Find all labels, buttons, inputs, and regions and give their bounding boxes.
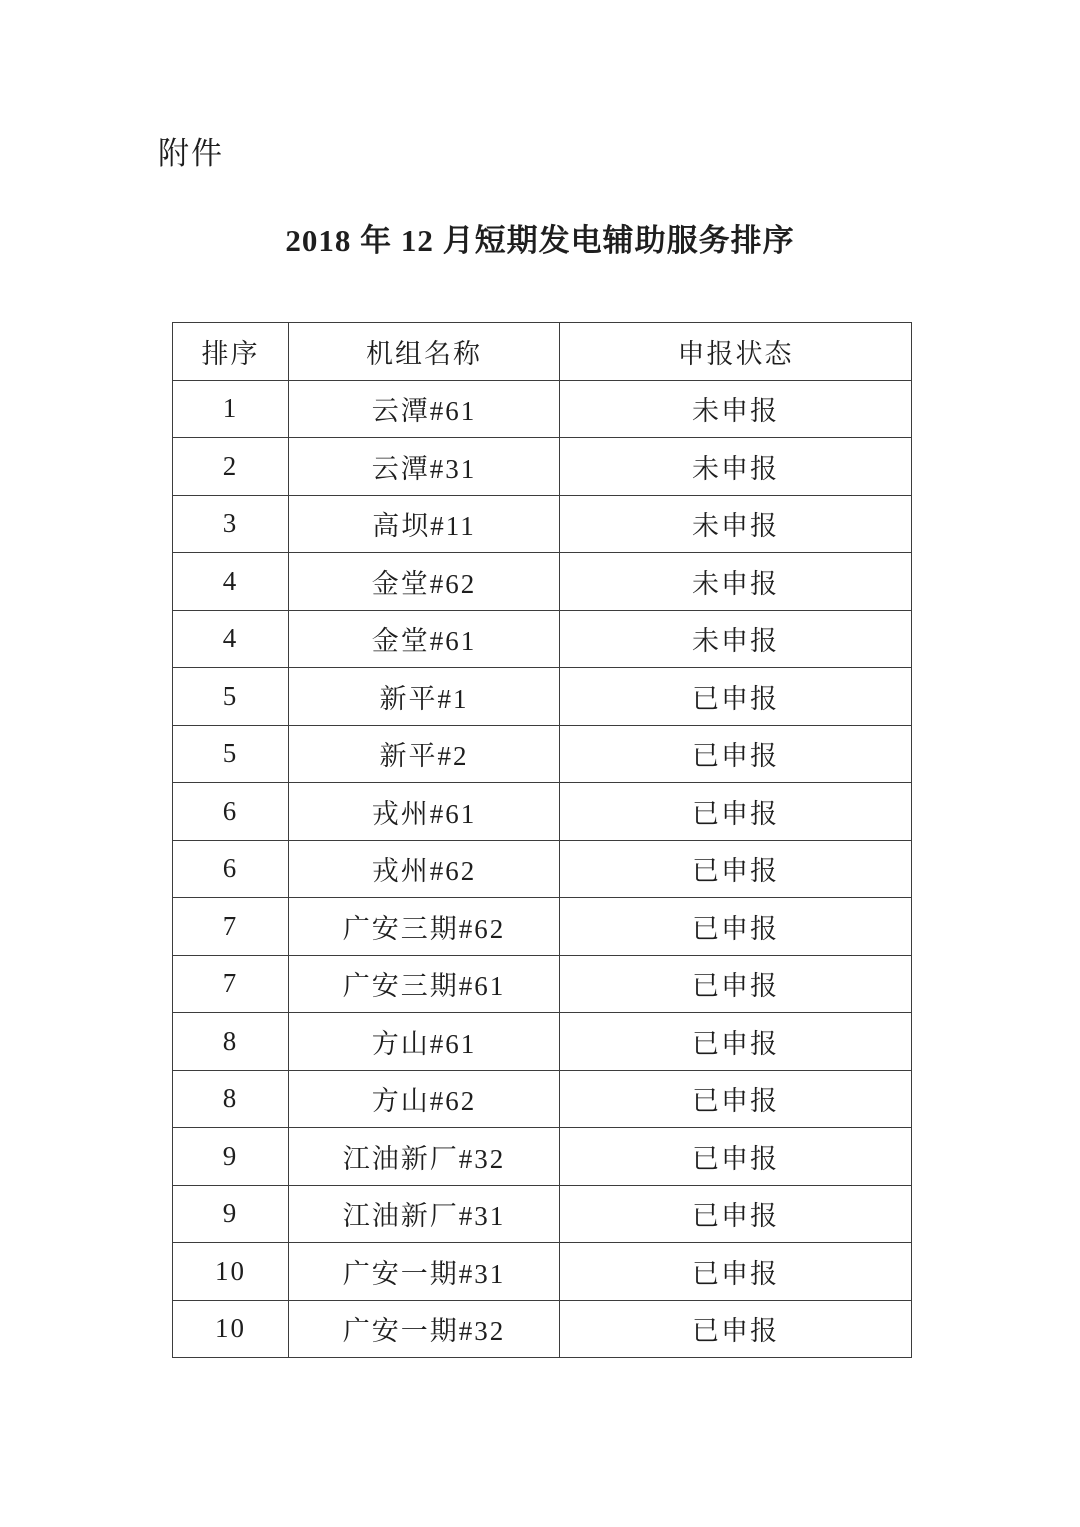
- rank-cell: 5: [173, 725, 289, 783]
- unit-name-cell: 方山#62: [289, 1070, 560, 1128]
- unit-name-cell: 高坝#11: [289, 495, 560, 553]
- column-header-unit: 机组名称: [289, 323, 560, 381]
- rank-cell: 9: [173, 1128, 289, 1186]
- rank-cell: 7: [173, 898, 289, 956]
- table-row: [173, 1185, 912, 1243]
- table-row: [173, 898, 912, 956]
- table-row: [173, 783, 912, 841]
- unit-name-cell: 广安一期#31: [289, 1243, 560, 1301]
- unit-name-cell: 广安三期#62: [289, 898, 560, 956]
- unit-name-cell: 广安三期#61: [289, 955, 560, 1013]
- rank-cell: 4: [173, 553, 289, 611]
- table-row: [173, 553, 912, 611]
- unit-name-cell: 广安一期#32: [289, 1300, 560, 1358]
- status-cell: 已申报: [560, 1185, 912, 1243]
- table-row: [173, 1128, 912, 1186]
- attachment-label: 附件: [158, 136, 224, 171]
- unit-name-cell: 新平#2: [289, 725, 560, 783]
- table-row: [173, 840, 912, 898]
- status-cell: 未申报: [560, 438, 912, 496]
- table-row: [173, 610, 912, 668]
- status-cell: 已申报: [560, 840, 912, 898]
- table-row: [173, 725, 912, 783]
- table-row: [173, 668, 912, 726]
- status-cell: 已申报: [560, 1013, 912, 1071]
- rank-cell: 8: [173, 1013, 289, 1071]
- status-cell: 已申报: [560, 783, 912, 841]
- status-cell: 已申报: [560, 898, 912, 956]
- status-cell: 已申报: [560, 1300, 912, 1358]
- table-row: [173, 1013, 912, 1071]
- status-cell: 已申报: [560, 668, 912, 726]
- unit-name-cell: 云潭#31: [289, 438, 560, 496]
- rank-cell: 10: [173, 1300, 289, 1358]
- unit-name-cell: 云潭#61: [289, 380, 560, 438]
- rank-cell: 3: [173, 495, 289, 553]
- column-header-status: 申报状态: [560, 323, 912, 381]
- unit-name-cell: 方山#61: [289, 1013, 560, 1071]
- table-header-row: [173, 323, 912, 381]
- table-row: [173, 1300, 912, 1358]
- status-cell: 已申报: [560, 725, 912, 783]
- status-cell: 未申报: [560, 495, 912, 553]
- table-row: [173, 495, 912, 553]
- status-cell: 未申报: [560, 553, 912, 611]
- table-row: [173, 1243, 912, 1301]
- column-header-rank: 排序: [173, 323, 289, 381]
- status-cell: 未申报: [560, 610, 912, 668]
- unit-name-cell: 戎州#62: [289, 840, 560, 898]
- rank-cell: 2: [173, 438, 289, 496]
- rank-cell: 9: [173, 1185, 289, 1243]
- rank-cell: 5: [173, 668, 289, 726]
- status-cell: 已申报: [560, 955, 912, 1013]
- ranking-table: [172, 322, 912, 1358]
- unit-name-cell: 新平#1: [289, 668, 560, 726]
- status-cell: 已申报: [560, 1070, 912, 1128]
- unit-name-cell: 江油新厂#31: [289, 1185, 560, 1243]
- status-cell: 已申报: [560, 1128, 912, 1186]
- unit-name-cell: 江油新厂#32: [289, 1128, 560, 1186]
- unit-name-cell: 金堂#61: [289, 610, 560, 668]
- table-row: [173, 380, 912, 438]
- unit-name-cell: 金堂#62: [289, 553, 560, 611]
- status-cell: 未申报: [560, 380, 912, 438]
- table-row: [173, 955, 912, 1013]
- rank-cell: 10: [173, 1243, 289, 1301]
- rank-cell: 4: [173, 610, 289, 668]
- page-title: 2018 年 12 月短期发电辅助服务排序: [285, 223, 795, 258]
- status-cell: 已申报: [560, 1243, 912, 1301]
- table-row: [173, 1070, 912, 1128]
- unit-name-cell: 戎州#61: [289, 783, 560, 841]
- rank-cell: 7: [173, 955, 289, 1013]
- rank-cell: 6: [173, 783, 289, 841]
- rank-cell: 6: [173, 840, 289, 898]
- rank-cell: 8: [173, 1070, 289, 1128]
- table-row: [173, 438, 912, 496]
- rank-cell: 1: [173, 380, 289, 438]
